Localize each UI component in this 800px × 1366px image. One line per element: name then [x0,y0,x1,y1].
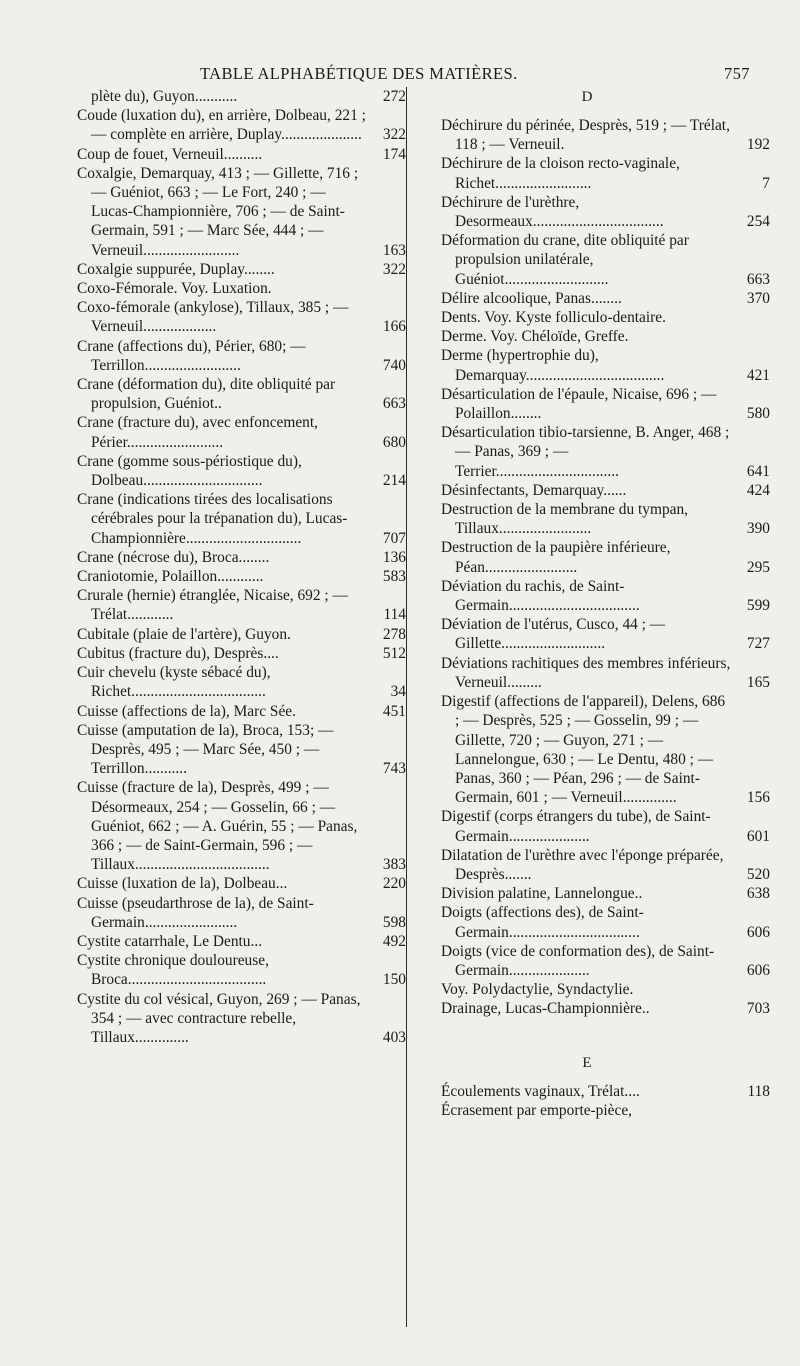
entry-page-number: 214 [382,472,406,490]
entry-text: Désinfectants, Demarquay...... [441,481,627,499]
entry-text: Derme. Voy. Chéloïde, Greffe. [441,328,629,346]
entry-page-number: 272 [382,88,406,105]
entry-text: Cubitale (plaie de l'artère), Guyon. [77,625,291,643]
entry-page-number: 174 [382,145,406,163]
entry-text: Désarticulation tibio-tarsienne, B. Anger, 468 ; — Panas, 369 ; — Terrier................................ [441,424,730,480]
index-entry [441,942,770,980]
entry-text: Déchirure du périnée, Desprès, 519 ; — Trélat, 118 ; — Verneuil. [441,117,730,154]
index-entry [441,327,733,346]
entry-page-number: 166 [382,318,406,336]
index-entry [77,567,406,586]
right-column [441,87,770,1120]
entry-page-number: 322 [382,260,406,278]
index-entry [77,932,406,951]
index-entry [77,894,406,932]
entry-page-number: 370 [746,289,770,307]
entry-text: Coxalgie, Demarquay, 413 ; — Gillette, 716 ; — Guéniot, 663 ; — Le Fort, 240 ; — Lucas-Championnière, 706 ; — de Saint-Germain, 591 ; — Marc Sée, 444 ; — Verneuil......................... [77,164,359,259]
entry-page-number: 606 [746,923,770,941]
entry-text: Déviations rachitiques des membres inférieurs, Verneuil......... [441,654,731,691]
entry-text: Derme (hypertrophie du), Demarquay.................................... [441,347,665,384]
entry-page-number: 680 [382,433,406,451]
entry-text: Écoulements vaginaux, Trélat.... [441,1082,640,1100]
page-number: 757 [724,64,750,83]
index-entry [77,413,406,451]
index-entry [77,452,406,490]
entry-text: Déformation du crane, dite obliquité par propulsion unilatérale, Guéniot........................... [441,232,689,288]
entry-page-number: 403 [382,1028,406,1046]
entry-text: Destruction de la membrane du tympan, Tillaux........................ [441,501,689,538]
index-entry [441,1082,770,1101]
index-entry [77,375,406,413]
entry-page-number: 383 [382,856,406,874]
section-letter-d: D [581,89,593,105]
entry-page-number: 492 [382,932,406,950]
entry-text: Déviation du rachis, de Saint-Germain.................................. [441,577,640,615]
entry-text: Déviation de l'utérus, Cusco, 44 ; — Gillette........................... [441,616,666,653]
entry-text: Crane (fracture du), avec enfoncement, Périer......................... [77,414,318,451]
entry-page-number: 278 [382,625,406,643]
entry-text: Voy. Polydactylie, Syndactylie. [441,981,634,999]
entry-page-number: 641 [746,462,770,480]
index-entry [441,538,770,576]
entry-page-number: 34 [390,683,406,701]
index-entry [77,702,406,721]
entry-page-number: 583 [382,568,406,586]
entry-page-number: 156 [746,789,770,807]
index-entry [441,807,770,845]
entry-page-number: 512 [382,644,406,662]
entry-page-number: 322 [382,126,406,144]
index-entry [441,231,770,289]
entry-text: Destruction de la paupière inférieure, Péan........................ [441,539,671,576]
entry-text: Crane (indications tirées des localisations cérébrales pour la trépanation du), Lucas-Championnière.............................. [77,491,348,547]
entry-text: Cystite chronique douloureuse, Broca.................................... [77,952,269,989]
entry-page-number: 220 [382,875,406,893]
entry-text: Crane (déformation du), dite obliquité par propulsion, Guéniot.. [77,376,336,413]
entry-text: Cubitus (fracture du), Desprès.... [77,644,279,662]
index-entry [441,903,770,941]
entry-text: Crurale (hernie) étranglée, Nicaise, 692 ; — Trélat............ [77,587,348,624]
index-entry [77,145,406,164]
index-entry [441,116,770,154]
entry-text: Coude (luxation du), en arrière, Dolbeau, 221 ; — complète en arrière, Duplay..................... [77,107,366,144]
index-entry [77,164,406,260]
index-entry [77,298,406,336]
entry-page-number: 663 [382,395,406,413]
entry-text: Digestif (corps étrangers du tube), de Saint-Germain..................... [441,808,711,845]
entry-page-number: 421 [746,366,770,384]
entry-page-number: 7 [762,174,770,192]
index-entry [441,577,770,615]
entry-text: Crane (nécrose du), Broca........ [77,548,270,566]
index-entry [441,884,770,903]
index-entry [441,980,733,999]
index-entry [441,1101,733,1120]
entry-text: Cuisse (amputation de la), Broca, 153; — Desprès, 495 ; — Marc Sée, 450 ; — Terrillon........... [77,721,334,778]
entry-text: Doigts (affections des), de Saint-Germain.................................. [441,904,644,941]
index-entry [441,154,770,192]
entry-text: Drainage, Lucas-Championnière.. [441,1000,650,1018]
index-entry [77,260,406,279]
entry-text: Division palatine, Lannelongue.. [441,885,643,903]
entry-text: Cuisse (fracture de la), Desprès, 499 ; — Désormeaux, 254 ; — Gosselin, 66 ; — Guéniot, 662 ; — A. Guérin, 55 ; — Panas, 366 ; — de Saint-Germain, 596 ; — Tillaux................................... [77,779,358,874]
entry-text: Déchirure de l'urèthre, Desormeaux.................................. [441,193,664,231]
entry-text: Coxo-Fémorale. Voy. Luxation. [77,280,272,298]
entry-text: Cystite catarrhale, Le Dentu... [77,932,263,950]
entry-text: Cuisse (affections de la), Marc Sée. [77,702,296,720]
entry-text: plète du), Guyon........... [91,88,238,105]
entry-text: Dents. Voy. Kyste folliculo-dentaire. [441,309,666,327]
entry-page-number: 740 [382,356,406,374]
entry-page-number: 598 [382,913,406,931]
index-entry [441,308,733,327]
entry-text: Coxalgie suppurée, Duplay........ [77,260,275,278]
index-entry [441,289,770,308]
entry-page-number: 118 [747,1082,770,1100]
entry-page-number: 451 [382,702,406,720]
entry-text: Doigts (vice de conformation des), de Saint-Germain..................... [441,942,715,979]
index-entry [441,481,770,500]
index-entry [441,385,770,423]
entry-text: Crane (affections du), Périer, 680; — Terrillon......................... [77,337,306,374]
entry-text: Délire alcoolique, Panas........ [441,289,622,307]
entry-text: Déchirure de la cloison recto-vaginale, Richet......................... [441,155,680,192]
entry-page-number: 254 [746,213,770,231]
index-entry [77,663,406,701]
entry-page-number: 520 [746,865,770,883]
entry-page-number: 663 [746,270,770,288]
entry-page-number: 743 [382,760,406,778]
index-entry [441,193,770,231]
index-entry [77,490,406,548]
index-entry [77,548,406,567]
index-entry [441,654,770,692]
section-e-entries [441,1082,770,1120]
index-entry [77,106,406,144]
index-entry [77,778,406,874]
index-entry [441,500,770,538]
entry-page-number: 163 [382,241,406,259]
entry-page-number: 114 [383,606,406,624]
entry-page-number: 599 [746,597,770,615]
section-letter-e: E [582,1054,592,1071]
index-entry [441,423,770,481]
entry-text: Crane (gomme sous-périostique du), Dolbeau............................... [77,452,302,490]
entry-page-number: 580 [746,405,770,423]
entry-text: Cystite du col vésical, Guyon, 269 ; — Panas, 354 ; — avec contracture rebelle, Tillaux.............. [77,990,361,1046]
index-entry [77,874,406,893]
entry-text: Cuir chevelu (kyste sébacé du), Richet................................... [77,664,271,701]
entry-text: Désarticulation de l'épaule, Nicaise, 696 ; — Polaillon........ [441,385,717,423]
entry-page-number: 638 [746,885,770,903]
entry-text: Cuisse (luxation de la), Dolbeau... [77,875,288,893]
index-entry [77,721,406,779]
entry-page-number: 707 [382,529,406,547]
entry-text: Craniotomie, Polaillon............ [77,568,264,586]
index-entry [77,337,406,375]
index-entry [77,87,406,106]
entry-page-number: 601 [746,827,770,845]
column-divider [406,87,407,1327]
entry-page-number: 295 [746,558,770,576]
entry-text: Coup de fouet, Verneuil.......... [77,145,263,163]
entry-page-number: 703 [746,1000,770,1018]
index-entry [77,625,406,644]
index-entry [77,279,369,298]
running-title: TABLE ALPHABÉTIQUE DES MATIÈRES. [200,64,518,83]
entry-text: Coxo-fémorale (ankylose), Tillaux, 385 ; — Verneuil................... [77,299,349,336]
entry-text: Dilatation de l'urèthre avec l'éponge préparée, Desprès....... [441,846,724,883]
entry-page-number: 136 [382,548,406,566]
section-d-entries [441,116,770,1019]
entry-page-number: 165 [746,673,770,691]
index-entry [77,644,406,663]
entry-page-number: 727 [746,635,770,653]
entry-page-number: 390 [746,520,770,538]
index-entry [77,586,406,624]
entry-text: Écrasement par emporte-pièce, [441,1101,632,1119]
index-entry [441,692,770,807]
index-entry [77,951,406,989]
entry-text: Digestif (affections de l'appareil), Delens, 686 ; — Desprès, 525 ; — Gosselin, 99 ; — Gillette, 720 ; — Guyon, 271 ; — Lannelongue, 630 ; — Le Dentu, 480 ; — Panas, 360 ; — Péan, 296 ; — de Saint-Germain, 601 ; — Verneuil.............. [441,693,726,807]
index-entry [441,999,770,1018]
index-entry [77,990,406,1048]
entry-text: Cuisse (pseudarthrose de la), de Saint-Germain........................ [77,894,314,931]
index-entry [441,346,770,384]
entry-page-number: 150 [382,971,406,989]
left-column [77,87,406,1047]
index-entry [441,846,770,884]
entry-page-number: 192 [746,136,770,154]
index-entry [441,615,770,653]
entry-page-number: 424 [746,481,770,499]
entry-page-number: 606 [746,961,770,979]
